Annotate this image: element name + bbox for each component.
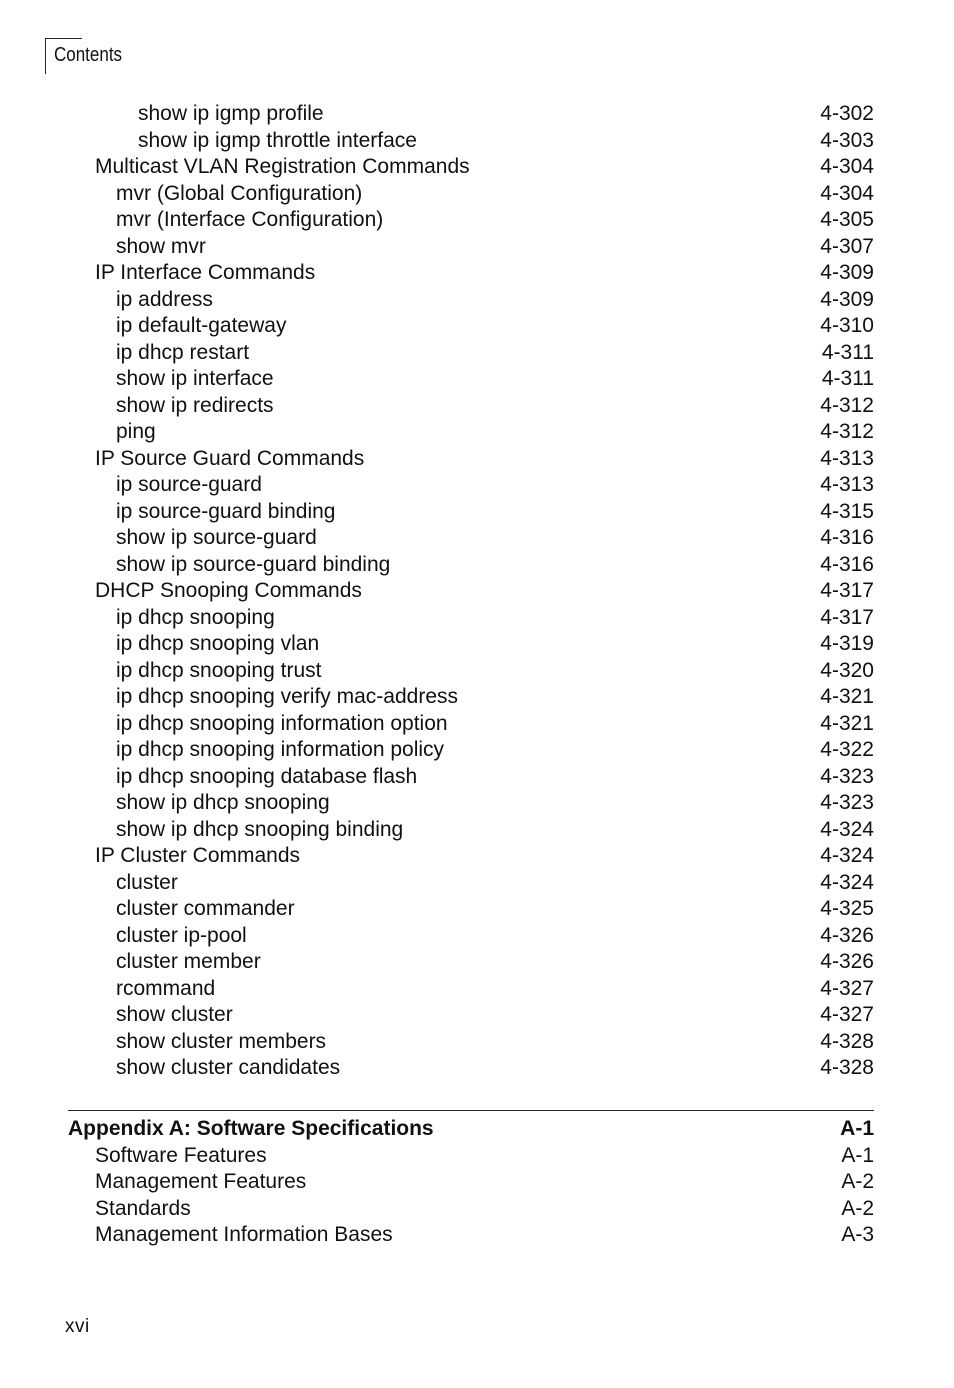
toc-entry[interactable]: [0, 817, 954, 844]
toc-entry-page: 4-328: [820, 1029, 874, 1053]
toc-entry-page: 4-313: [820, 446, 874, 470]
toc-entry-title: cluster commander: [116, 897, 295, 920]
toc-entry[interactable]: [0, 658, 954, 685]
toc-entry[interactable]: [0, 446, 954, 473]
appendix-entry-page: A-2: [841, 1196, 874, 1220]
toc-entry-title: show ip redirects: [116, 393, 274, 417]
appendix-heading[interactable]: [68, 1116, 874, 1143]
toc-entry[interactable]: [0, 843, 954, 870]
toc-entry-title: IP Cluster Commands: [95, 844, 301, 867]
toc-entry-page: 4-311: [821, 340, 874, 364]
toc-entry[interactable]: [0, 154, 954, 181]
toc-entry-title: show ip source-guard: [116, 526, 317, 549]
appendix-items: [68, 1143, 874, 1249]
appendix-title: Appendix A: Software Specifications: [68, 1117, 434, 1140]
toc-entry-title: ip dhcp snooping database flash: [116, 764, 418, 788]
toc-entry[interactable]: [0, 366, 954, 393]
toc-entry-title: ip source-guard binding: [116, 499, 336, 523]
toc-entry[interactable]: [0, 207, 954, 234]
toc-entry-page: 4-322: [820, 738, 874, 761]
toc-entry[interactable]: [0, 737, 954, 764]
toc-entry-page: 4-325: [820, 897, 874, 920]
toc-entry-title: ip dhcp snooping vlan: [116, 632, 320, 655]
toc-entry-title: ip dhcp snooping information option: [116, 711, 448, 735]
toc-entry-page: 4-327: [820, 1003, 874, 1026]
appendix-entry[interactable]: [68, 1169, 874, 1196]
toc-entry-title: show ip dhcp snooping binding: [116, 817, 404, 841]
toc-entry-page: 4-304: [820, 155, 874, 178]
toc-entry[interactable]: [0, 578, 954, 605]
toc-entry[interactable]: [0, 605, 954, 632]
toc-entry-page: 4-316: [820, 526, 874, 549]
toc-entry[interactable]: [0, 340, 954, 367]
toc-entry-title: show mvr: [116, 234, 206, 258]
toc-entry-page: 4-316: [820, 552, 874, 576]
appendix-entry[interactable]: [68, 1222, 874, 1249]
toc-entry-title: rcommand: [116, 976, 216, 1000]
appendix-entry-page: A-2: [841, 1170, 874, 1193]
toc-entry-title: DHCP Snooping Commands: [95, 579, 362, 602]
appendix-entry[interactable]: [68, 1196, 874, 1223]
toc-entry-page: 4-305: [820, 208, 874, 231]
toc-entry-title: ip dhcp snooping verify mac-address: [116, 685, 459, 708]
toc-entry-title: ip default-gateway: [116, 314, 287, 337]
toc-entry-page: 4-319: [820, 632, 874, 655]
toc-entry[interactable]: [0, 472, 954, 499]
toc-entry-page: 4-328: [820, 1056, 874, 1079]
toc-entry[interactable]: [0, 234, 954, 261]
toc-entry-title: ip source-guard: [116, 473, 262, 496]
toc-entry-title: show cluster members: [116, 1029, 327, 1053]
toc-entry-page: 4-326: [820, 950, 874, 973]
appendix-entry-title: Management Information Bases: [95, 1223, 393, 1246]
toc-entry-page: 4-302: [820, 102, 874, 125]
toc-entry-page: 4-307: [820, 234, 874, 258]
toc-entry-title: ip dhcp snooping information policy: [116, 738, 445, 761]
toc-entry[interactable]: [0, 1055, 954, 1082]
toc-entry-page: 4-309: [820, 261, 874, 284]
toc-entry-page: 4-315: [820, 499, 874, 523]
toc-entry[interactable]: [0, 499, 954, 526]
toc-entry-title: ip dhcp snooping: [116, 605, 275, 629]
running-header: Contents: [54, 44, 123, 66]
appendix-entry-page: A-3: [841, 1223, 874, 1246]
toc-entry-page: 4-317: [820, 605, 874, 629]
appendix-entry[interactable]: [68, 1143, 874, 1170]
toc-entry[interactable]: [0, 684, 954, 711]
toc-entry-page: 4-323: [820, 791, 874, 814]
toc-entry-title: ip address: [116, 287, 213, 311]
toc-entry-title: cluster: [116, 870, 178, 894]
toc-entry[interactable]: [0, 287, 954, 314]
toc-entry-title: cluster member: [116, 950, 261, 973]
toc-entry[interactable]: [0, 923, 954, 950]
toc-entry[interactable]: [0, 393, 954, 420]
toc-entry-title: ip dhcp snooping trust: [116, 658, 322, 682]
toc-entry-title: mvr (Global Configuration): [116, 181, 363, 205]
toc-entry-title: show ip dhcp snooping: [116, 791, 330, 814]
toc-entry[interactable]: [0, 976, 954, 1003]
toc-entry-title: IP Interface Commands: [95, 261, 316, 284]
toc-entry-title: IP Source Guard Commands: [95, 446, 365, 470]
toc-entry-page: 4-320: [820, 658, 874, 682]
toc-entry[interactable]: [0, 764, 954, 791]
toc-entry-title: show cluster: [116, 1003, 233, 1026]
toc-entry-title: Multicast VLAN Registration Commands: [95, 155, 470, 178]
toc-entry-title: ping: [116, 420, 156, 443]
toc-entry-title: show cluster candidates: [116, 1056, 341, 1079]
toc-entry-page: 4-327: [820, 976, 874, 1000]
appendix-entry-title: Management Features: [95, 1170, 307, 1193]
appendix-entry-title: Standards: [95, 1196, 191, 1220]
toc-entry-page: 4-317: [820, 579, 874, 602]
toc-entry[interactable]: [0, 101, 954, 128]
page-number: xvi: [65, 1316, 90, 1337]
toc-entry-page: 4-311: [821, 367, 874, 390]
toc-entry-page: 4-303: [820, 128, 874, 152]
toc-entry[interactable]: [0, 790, 954, 817]
toc-entry-page: 4-304: [820, 181, 874, 205]
toc-entry-page: 4-324: [820, 870, 874, 894]
toc-entry-page: 4-324: [820, 817, 874, 841]
toc-list: [0, 101, 954, 1082]
toc-entry[interactable]: [0, 870, 954, 897]
toc-entry-page: 4-312: [820, 393, 874, 417]
toc-entry-page: 4-313: [820, 473, 874, 496]
toc-entry-title: show ip interface: [116, 367, 274, 390]
toc-entry[interactable]: [0, 949, 954, 976]
toc-entry[interactable]: [0, 525, 954, 552]
appendix-entry-title: Software Features: [95, 1143, 267, 1167]
appendix-page: A-1: [840, 1117, 874, 1140]
toc-entry[interactable]: [0, 1029, 954, 1056]
toc-entry[interactable]: [0, 128, 954, 155]
toc-entry[interactable]: [0, 896, 954, 923]
toc-entry-page: 4-321: [820, 685, 874, 708]
toc-entry[interactable]: [0, 1002, 954, 1029]
toc-entry-page: 4-324: [820, 844, 874, 867]
toc-entry[interactable]: [0, 711, 954, 738]
toc-entry[interactable]: [0, 631, 954, 658]
toc-entry-title: cluster ip-pool: [116, 923, 247, 947]
toc-entry-page: 4-326: [820, 923, 874, 947]
toc-entry-page: 4-309: [820, 287, 874, 311]
appendix-section: [68, 1110, 874, 1249]
toc-entry-page: 4-310: [820, 314, 874, 337]
toc-entry[interactable]: [0, 313, 954, 340]
toc-entry-title: show ip igmp profile: [138, 102, 324, 125]
toc-entry[interactable]: [0, 552, 954, 579]
toc-entry-title: show ip igmp throttle interface: [138, 128, 417, 152]
toc-entry-page: 4-312: [820, 420, 874, 443]
toc-entry-title: mvr (Interface Configuration): [116, 208, 384, 231]
toc-entry[interactable]: [0, 260, 954, 287]
appendix-entry-page: A-1: [841, 1143, 874, 1167]
toc-entry-page: 4-323: [820, 764, 874, 788]
toc-entry-page: 4-321: [820, 711, 874, 735]
toc-entry[interactable]: [0, 419, 954, 446]
toc-entry[interactable]: [0, 181, 954, 208]
toc-entry-title: show ip source-guard binding: [116, 552, 391, 576]
toc-entry-title: ip dhcp restart: [116, 340, 250, 364]
